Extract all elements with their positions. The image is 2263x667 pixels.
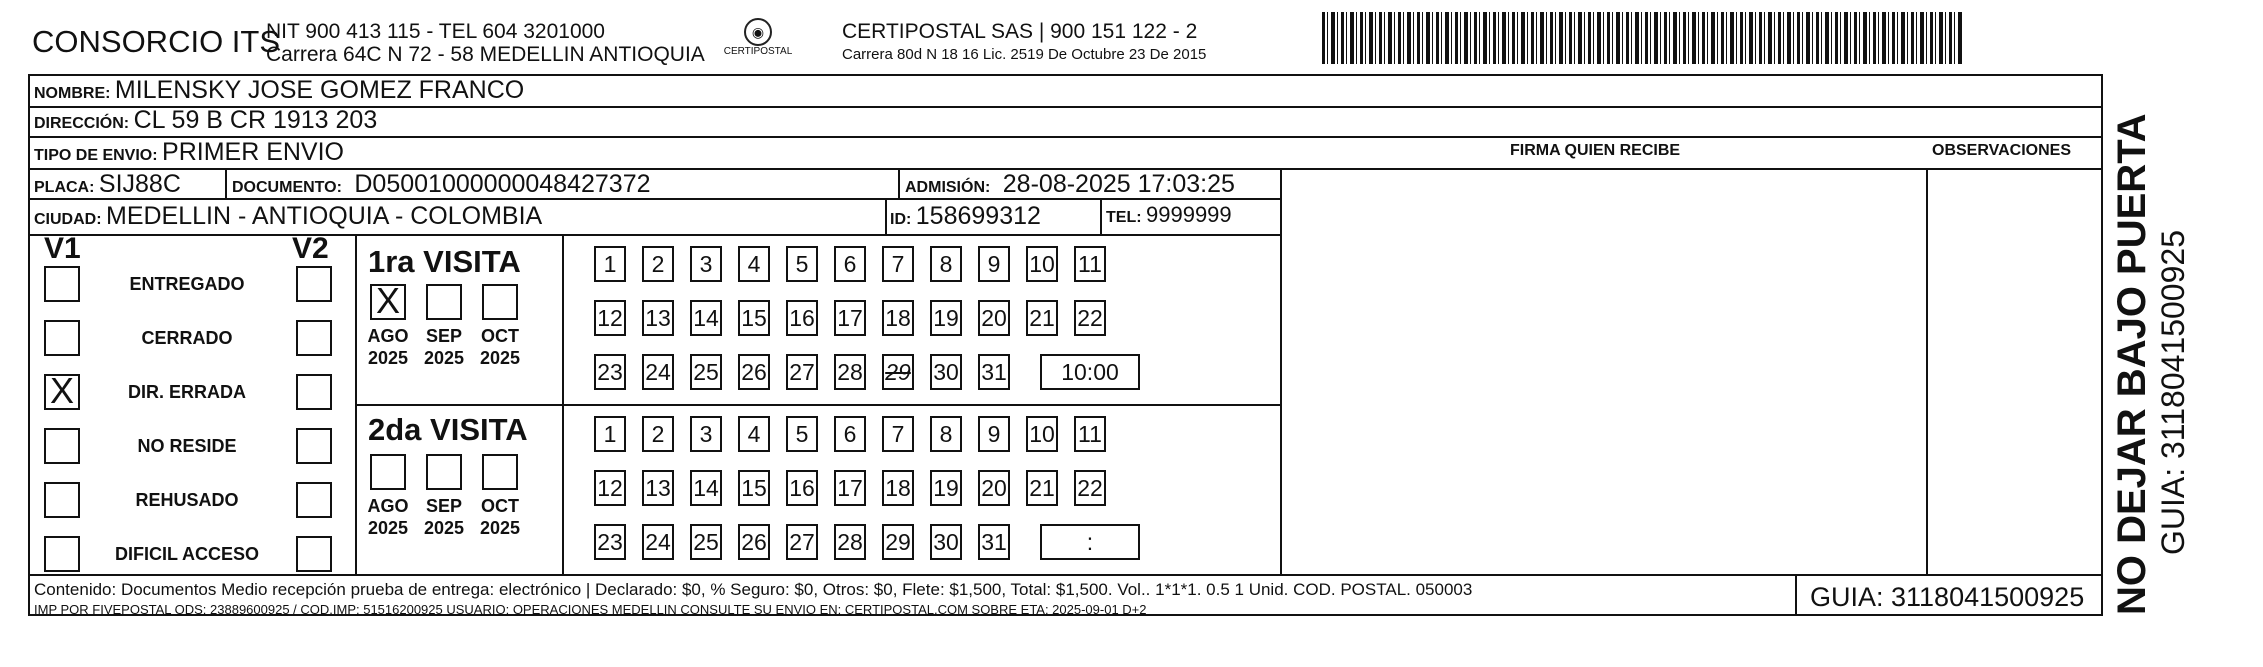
second-visit-month-checkbox[interactable] (370, 454, 406, 490)
second-visit-day-box[interactable]: 14 (690, 470, 722, 506)
second-visit-day-box[interactable]: 12 (594, 470, 626, 506)
status-option-label: ENTREGADO (129, 274, 245, 294)
first-visit-day-box[interactable]: 2 (642, 246, 674, 282)
second-visit-month-checkbox[interactable] (482, 454, 518, 490)
second-visit-day-box[interactable]: 2 (642, 416, 674, 452)
certipostal-info (842, 20, 1206, 66)
first-visit-day-box[interactable]: 23 (594, 354, 626, 390)
side-guia: GUIA: 3118041500925 (2155, 230, 2191, 555)
firma-label: FIRMA QUIEN RECIBE (1510, 142, 1681, 159)
second-visit-day-box[interactable]: 26 (738, 524, 770, 560)
observaciones-label: OBSERVACIONES (1932, 142, 2071, 159)
status-v2-checkbox[interactable] (296, 536, 332, 572)
second-visit-month-label: SEP (425, 496, 463, 516)
first-visit-title: 1ra VISITA (368, 244, 521, 279)
certipostal-line1: CERTIPOSTAL SAS | 900 151 122 - 2 (842, 20, 1198, 43)
first-visit-day-box[interactable]: 20 (978, 300, 1010, 336)
first-visit-month-checkbox[interactable] (482, 284, 518, 320)
second-visit-month-label: OCT (481, 496, 519, 516)
direccion-row (34, 106, 377, 135)
first-visit-day-box[interactable]: 30 (930, 354, 962, 390)
first-visit-day-box[interactable]: 22 (1074, 300, 1106, 336)
status-v1-checkbox[interactable] (44, 428, 80, 464)
first-visit-day-box[interactable]: 26 (738, 354, 770, 390)
first-visit-day-box[interactable]: 8 (930, 246, 962, 282)
second-visit-year-label: 2025 (367, 518, 409, 538)
second-visit-day-box[interactable]: 25 (690, 524, 722, 560)
first-visit-day-box[interactable]: 9 (978, 246, 1010, 282)
header (10, 0, 2255, 78)
placa-row (34, 170, 181, 199)
second-visit-day-box[interactable]: 3 (690, 416, 722, 452)
second-visit-day-box[interactable]: 20 (978, 470, 1010, 506)
first-visit-day-box[interactable]: 27 (786, 354, 818, 390)
footer-print-info: IMP POR FIVEPOSTAL ODS: 23889600925 / COD.IMP: 51516200925 USUARIO: OPERACIONES MEDELLIN CONSULTE SU ENVIO EN: CERTIPOSTAL.COM SOBRE ETA: 2025-09-01 D+2 (34, 602, 1147, 617)
status-v2-checkbox[interactable] (296, 320, 332, 356)
second-visit-day-box[interactable]: 24 (642, 524, 674, 560)
ciudad-value: MEDELLIN - ANTIOQUIA - COLOMBIA (106, 202, 543, 230)
documento-row (232, 170, 651, 199)
second-visit-day-box[interactable]: 29 (882, 524, 914, 560)
first-visit-month-label: SEP (425, 326, 463, 346)
footer-guia: GUIA: 3118041500925 (1810, 582, 2085, 612)
documento-label: DOCUMENTO: (232, 179, 342, 196)
second-visit-title: 2da VISITA (368, 412, 528, 447)
first-visit-day-box[interactable]: 19 (930, 300, 962, 336)
first-visit-day-box[interactable]: 31 (978, 354, 1010, 390)
first-visit-time-box[interactable]: 10:00 (1040, 354, 1140, 390)
first-visit-day-box[interactable]: 25 (690, 354, 722, 390)
company-name: CONSORCIO ITS (32, 24, 281, 59)
direccion-label: DIRECCIÓN: (34, 115, 130, 132)
id-value: 158699312 (915, 202, 1041, 230)
first-visit-day-box[interactable]: 5 (786, 246, 818, 282)
admision-value: 28-08-2025 17:03:25 (1002, 170, 1235, 198)
first-visit-day-box[interactable]: 29 (882, 354, 914, 390)
placa-label: PLACA: (34, 179, 95, 196)
second-visit-day-box[interactable]: 6 (834, 416, 866, 452)
second-visit-day-box[interactable]: 23 (594, 524, 626, 560)
id-label: ID: (890, 211, 912, 228)
nombre-row (34, 76, 524, 105)
status-option-label: NO RESIDE (137, 436, 237, 456)
nombre-value: MILENSKY JOSE GOMEZ FRANCO (114, 76, 525, 104)
v2-header: V2 (292, 232, 329, 265)
status-v2-checkbox[interactable] (296, 482, 332, 518)
nombre-label: NOMBRE: (34, 85, 111, 102)
status-v2-checkbox[interactable] (296, 428, 332, 464)
first-visit-day-box[interactable]: 3 (690, 246, 722, 282)
first-visit-year-label: 2025 (367, 348, 409, 368)
status-v1-checkbox[interactable] (44, 482, 80, 518)
v1-header: V1 (44, 232, 81, 265)
second-visit-day-box[interactable]: 9 (978, 416, 1010, 452)
footer-content: Contenido: Documentos Medio recepción prueba de entrega: electrónico | Declarado: $0, % Seguro: $0, Otros: $0, Flete: $1,500, Total: $1,500. Vol.. 1*1*1. 0.5 1 Unid. COD. POSTAL. 050003 (34, 580, 1473, 599)
first-visit-year-label: 2025 (479, 348, 521, 368)
first-visit-day-box[interactable]: 15 (738, 300, 770, 336)
second-visit-year-label: 2025 (479, 518, 521, 538)
first-visit-day-box[interactable]: 11 (1074, 246, 1106, 282)
second-visit-month-checkbox[interactable] (426, 454, 462, 490)
tipo-row (34, 138, 344, 167)
second-visit-day-box[interactable]: 10 (1026, 416, 1058, 452)
documento-value: D05001000000048427372 (354, 170, 651, 198)
first-visit-month-checkbox[interactable] (426, 284, 462, 320)
second-visit-month-label: AGO (367, 496, 409, 516)
id-row (890, 202, 1041, 231)
first-visit-day-box[interactable]: 14 (690, 300, 722, 336)
status-v1-checkbox[interactable] (44, 320, 80, 356)
status-option-label: REHUSADO (135, 490, 239, 510)
second-visit-time-box[interactable]: : (1040, 524, 1140, 560)
status-option-label: CERRADO (141, 328, 233, 348)
second-visit-day-box[interactable]: 30 (930, 524, 962, 560)
second-visit-day-box[interactable]: 16 (786, 470, 818, 506)
second-visit-day-box[interactable]: 15 (738, 470, 770, 506)
company-info (266, 20, 705, 66)
second-visit-day-box[interactable]: 11 (1074, 416, 1106, 452)
first-visit-day-box[interactable]: 1 (594, 246, 626, 282)
first-visit-month-label: OCT (481, 326, 519, 346)
company-address: Carrera 64C N 72 - 58 MEDELLIN ANTIOQUIA (266, 43, 705, 66)
status-v2-checkbox[interactable] (296, 374, 332, 410)
first-visit-day-box[interactable]: 24 (642, 354, 674, 390)
barcode (1322, 12, 1962, 64)
second-visit-day-box[interactable]: 7 (882, 416, 914, 452)
first-visit-day-box[interactable]: 6 (834, 246, 866, 282)
ciudad-row (34, 202, 542, 231)
tipo-value: PRIMER ENVIO (162, 138, 345, 166)
first-visit-day-box[interactable]: 12 (594, 300, 626, 336)
second-visit-day-box[interactable]: 1 (594, 416, 626, 452)
first-visit-month-label: AGO (367, 326, 409, 346)
status-v2-checkbox[interactable] (296, 266, 332, 302)
tel-row (1106, 202, 1232, 228)
shipping-form (28, 74, 2103, 616)
second-visit-day-box[interactable]: 18 (882, 470, 914, 506)
status-v1-checkbox[interactable]: X (44, 374, 80, 410)
tel-value: 9999999 (1146, 202, 1232, 227)
first-visit-day-box[interactable]: 21 (1026, 300, 1058, 336)
certipostal-line2: Carrera 80d N 18 16 Lic. 2519 De Octubre 23 De 2015 (842, 46, 1207, 63)
second-visit-day-box[interactable]: 19 (930, 470, 962, 506)
first-visit-day-box[interactable]: 4 (738, 246, 770, 282)
direccion-value: CL 59 B CR 1913 203 (133, 106, 378, 134)
ciudad-label: CIUDAD: (34, 211, 102, 228)
second-visit-day-box[interactable]: 27 (786, 524, 818, 560)
company-nit: NIT 900 413 115 - TEL 604 3201000 (266, 20, 605, 43)
status-option-label: DIR. ERRADA (127, 382, 246, 402)
logo-icon: ◉ (744, 18, 772, 46)
second-visit-day-box[interactable]: 17 (834, 470, 866, 506)
side-warning: NO DEJAR BAJO PUERTA (2110, 113, 2154, 615)
first-visit-day-box[interactable]: 17 (834, 300, 866, 336)
first-visit-month-checkbox[interactable]: X (370, 284, 406, 320)
placa-value: SIJ88C (98, 170, 181, 198)
first-visit-day-box[interactable]: 10 (1026, 246, 1058, 282)
second-visit-day-box[interactable]: 5 (786, 416, 818, 452)
second-visit-day-box[interactable]: 13 (642, 470, 674, 506)
status-v1-checkbox[interactable] (44, 536, 80, 572)
tel-label: TEL: (1106, 209, 1142, 226)
second-visit-day-box[interactable]: 31 (978, 524, 1010, 560)
second-visit-day-box[interactable]: 22 (1074, 470, 1106, 506)
second-visit-day-box[interactable]: 28 (834, 524, 866, 560)
first-visit-day-box[interactable]: 28 (834, 354, 866, 390)
first-visit-day-box[interactable]: 13 (642, 300, 674, 336)
second-visit-day-box[interactable]: 8 (930, 416, 962, 452)
logo-text: CERTIPOSTAL (723, 46, 793, 57)
first-visit-year-label: 2025 (423, 348, 465, 368)
second-visit-day-box[interactable]: 4 (738, 416, 770, 452)
second-visit-day-box[interactable]: 21 (1026, 470, 1058, 506)
first-visit-day-box[interactable]: 7 (882, 246, 914, 282)
first-visit-day-box[interactable]: 18 (882, 300, 914, 336)
side-text (2110, 113, 2192, 615)
certipostal-logo (713, 18, 803, 66)
admision-row (905, 170, 1235, 199)
status-option-label: DIFICIL ACCESO (114, 544, 259, 564)
tipo-label: TIPO DE ENVIO: (34, 147, 158, 164)
second-visit-year-label: 2025 (423, 518, 465, 538)
admision-label: ADMISIÓN: (905, 179, 991, 196)
status-v1-checkbox[interactable] (44, 266, 80, 302)
first-visit-day-box[interactable]: 16 (786, 300, 818, 336)
